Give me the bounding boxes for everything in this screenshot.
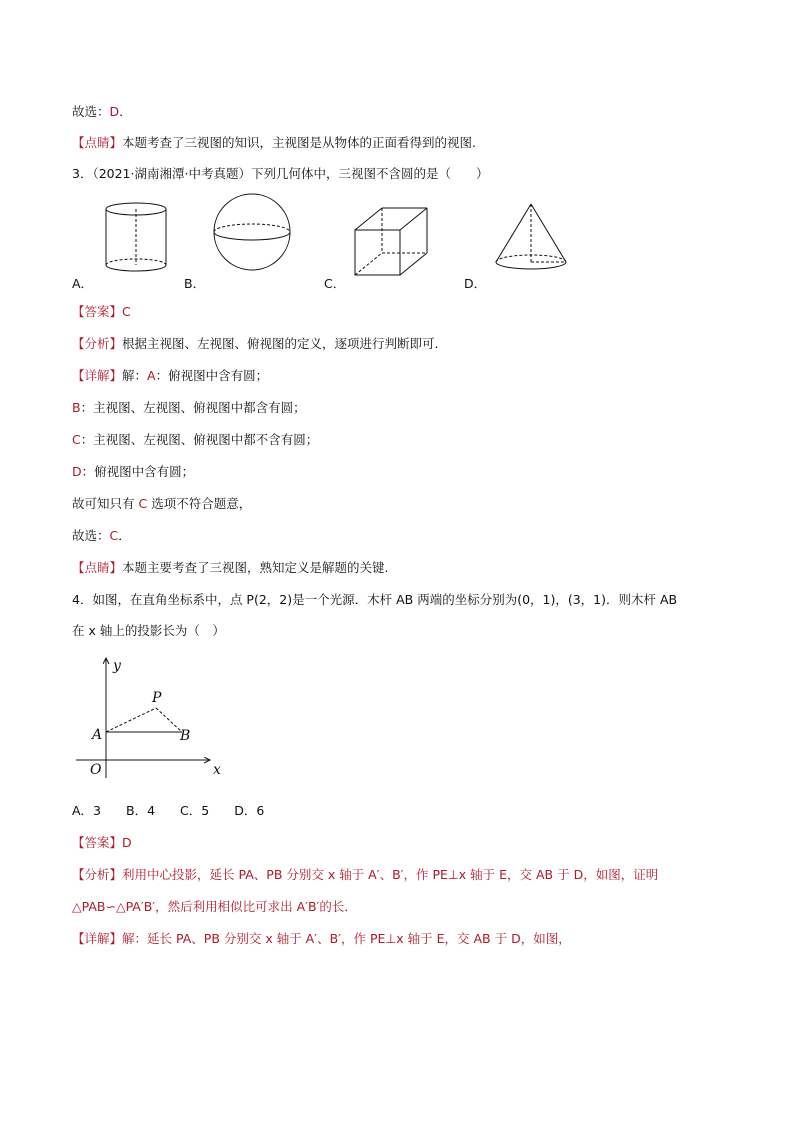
answer-value: C bbox=[122, 304, 131, 319]
q4-analysis-line1 bbox=[72, 866, 658, 884]
q3-option-labels bbox=[72, 274, 732, 294]
final-prefix: 故选： bbox=[72, 528, 110, 543]
answer-value: D bbox=[122, 835, 132, 850]
q4-analysis-line2: △PAB∽△PA′B′，然后利用相似比可求出 A′B′的长． bbox=[72, 899, 357, 914]
conclusion-post: 选项不符合题意， bbox=[147, 496, 252, 511]
detail-text: ：俯视图中含有圆； bbox=[155, 368, 269, 383]
q3-final-answer bbox=[72, 527, 131, 545]
cube-figure bbox=[355, 208, 427, 275]
q3-detail-line-b bbox=[72, 399, 306, 417]
comment-line bbox=[72, 134, 476, 152]
option-b-label: B． bbox=[184, 276, 206, 291]
q4-options: A．3 B．4 C．5 D．6 bbox=[72, 803, 265, 818]
q4-stem-line2: 在 x 轴上的投影长为（ ） bbox=[72, 623, 225, 638]
q4-stem-line1: 4．如图，在直角坐标系中，点 P(2，2)是一个光源．木杆 AB 两端的坐标分别为(0，1)，(3，1)．则木杆 AB bbox=[72, 592, 678, 607]
final-letter: C bbox=[109, 528, 119, 543]
origin-label: O bbox=[90, 762, 102, 778]
x-axis-label: x bbox=[213, 762, 221, 778]
answer-prefix: 故选： bbox=[72, 104, 110, 119]
q4-answer bbox=[72, 834, 132, 852]
detail-text: ：主视图、左视图、俯视图中都不含有圆； bbox=[80, 432, 319, 447]
q3-solids-figure bbox=[0, 190, 794, 280]
option-d-label: D． bbox=[464, 276, 487, 291]
conclusion-letter: C bbox=[138, 496, 148, 511]
answer-line bbox=[72, 103, 123, 121]
y-axis-label: y bbox=[113, 658, 121, 674]
cylinder-figure bbox=[106, 203, 166, 271]
q4-coordinate-figure bbox=[70, 650, 240, 785]
answer-tag: 【答案】 bbox=[72, 835, 123, 850]
q3-analysis bbox=[72, 335, 439, 353]
q3-detail-line-d bbox=[72, 463, 194, 481]
analysis-text: 根据主视图、左视图、俯视图的定义，逐项进行判断即可. bbox=[122, 336, 439, 351]
point-a-label: A bbox=[92, 727, 103, 743]
comment-text: 本题考查了三视图的知识，主视图是从物体的正面看得到的视图. bbox=[122, 135, 476, 150]
comment-tag: 【点睛】 bbox=[72, 560, 123, 575]
detail-letter: D bbox=[72, 464, 82, 479]
detail-tag: 【详解】 bbox=[72, 368, 123, 383]
q3-detail-line-c bbox=[72, 431, 318, 449]
analysis-tag: 【分析】 bbox=[72, 336, 123, 351]
cone-figure bbox=[496, 204, 566, 269]
final-suffix: ． bbox=[118, 528, 131, 543]
point-b-label: B bbox=[180, 728, 191, 744]
detail-letter: B bbox=[72, 400, 81, 415]
detail-text: 解：延长 PA、PB 分别交 x 轴于 A′、B′，作 PE⊥x 轴于 E，交 AB 于 D，如图， bbox=[122, 931, 571, 946]
detail-tag: 【详解】 bbox=[72, 931, 123, 946]
detail-text: ：主视图、左视图、俯视图中都含有圆； bbox=[80, 400, 306, 415]
q3-answer bbox=[72, 303, 131, 321]
detail-letter: A bbox=[147, 368, 156, 383]
comment-tag: 【点睛】 bbox=[72, 135, 123, 150]
answer-suffix: . bbox=[119, 104, 124, 119]
q3-conclusion bbox=[72, 495, 251, 513]
sphere-figure bbox=[214, 194, 290, 270]
answer-letter: D bbox=[109, 104, 120, 119]
detail-letter: C bbox=[72, 432, 81, 447]
answer-tag: 【答案】 bbox=[72, 304, 123, 319]
analysis-text: 利用中心投影，延长 PA、PB 分别交 x 轴于 A′、B′，作 PE⊥x 轴于 E，交 AB 于 D，如图，证明 bbox=[122, 867, 659, 882]
detail-text: ：俯视图中含有圆； bbox=[81, 464, 195, 479]
point-p-label: P bbox=[152, 690, 162, 706]
comment-text: 本题主要考查了三视图，熟知定义是解题的关键. bbox=[122, 560, 389, 575]
q3-detail-line-a bbox=[72, 367, 268, 385]
conclusion-pre: 故可知只有 bbox=[72, 496, 139, 511]
q3-stem: 3．（2021·湖南湘潭·中考真题）下列几何体中，三视图不含圆的是（ ） bbox=[72, 166, 489, 181]
q4-detail bbox=[72, 930, 571, 948]
option-a-label: A． bbox=[72, 276, 94, 291]
segment-pa bbox=[106, 708, 156, 732]
analysis-tag: 【分析】 bbox=[72, 867, 123, 882]
segment-pb bbox=[156, 708, 182, 732]
detail-prefix: 解： bbox=[122, 368, 148, 383]
q3-comment bbox=[72, 559, 389, 577]
option-c-label: C． bbox=[324, 276, 346, 291]
